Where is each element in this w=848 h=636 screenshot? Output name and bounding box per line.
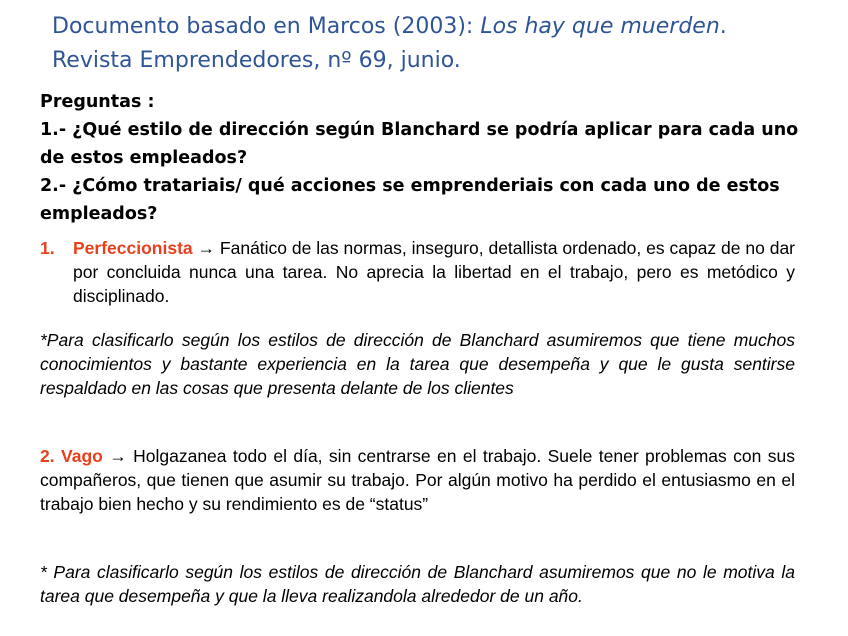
case-vago <box>40 444 795 516</box>
questions-block <box>40 88 800 228</box>
document-header <box>52 10 727 78</box>
source-suffix: . <box>719 14 727 39</box>
question-1: 1.- ¿Qué estilo de dirección según Blanchard se podría aplicar para cada uno de estos empleados? <box>40 120 799 168</box>
source-line-1 <box>52 10 727 44</box>
case-perfeccionista <box>40 236 795 308</box>
arrow-icon: → <box>109 446 127 466</box>
question-2: 2.- ¿Cómo tratariais/ qué acciones se emprenderiais con cada uno de estos empleados? <box>40 176 780 224</box>
case-description: Fanático de las normas, inseguro, detallista ordenado, es capaz de no dar por concluida nunca una tarea. No aprecia la libertad en el trabajo, pero es metódico y disciplinado. <box>73 238 796 306</box>
case-note-perfeccionista: *Para clasificarlo según los estilos de dirección de Blanchard asumiremos que tiene muchos conocimientos y bastante experiencia en la tarea que desempeña y que le gusta sentirse respaldado en las cosas que presenta delante de los clientes <box>40 330 795 398</box>
case-number: 1. <box>40 238 55 258</box>
source-prefix: Documento basado en Marcos (2003): <box>52 14 481 39</box>
case-note-vago: * Para clasificarlo según los estilos de dirección de Blanchard asumiremos que no le motiva la tarea que desempeña y que la lleva realizandola alrededor de un año. <box>40 562 795 606</box>
case-name: Perfeccionista <box>73 238 193 258</box>
source-title: Los hay que muerden <box>480 14 720 39</box>
arrow-icon: → <box>197 238 216 258</box>
source-line-2: Revista Emprendedores, nº 69, junio. <box>52 48 461 73</box>
case-description: Holgazanea todo el día, sin centrarse en el trabajo. Suele tener problemas con sus compañeros, que tienen que asumir su trabajo. Por algún motivo ha perdido el entusiasmo en el trabajo bien hecho y su rendimiento es de “status” <box>40 446 795 514</box>
case-number: 2. <box>40 446 55 466</box>
case-name: Vago <box>61 446 103 466</box>
questions-title: Preguntas : <box>40 92 155 112</box>
